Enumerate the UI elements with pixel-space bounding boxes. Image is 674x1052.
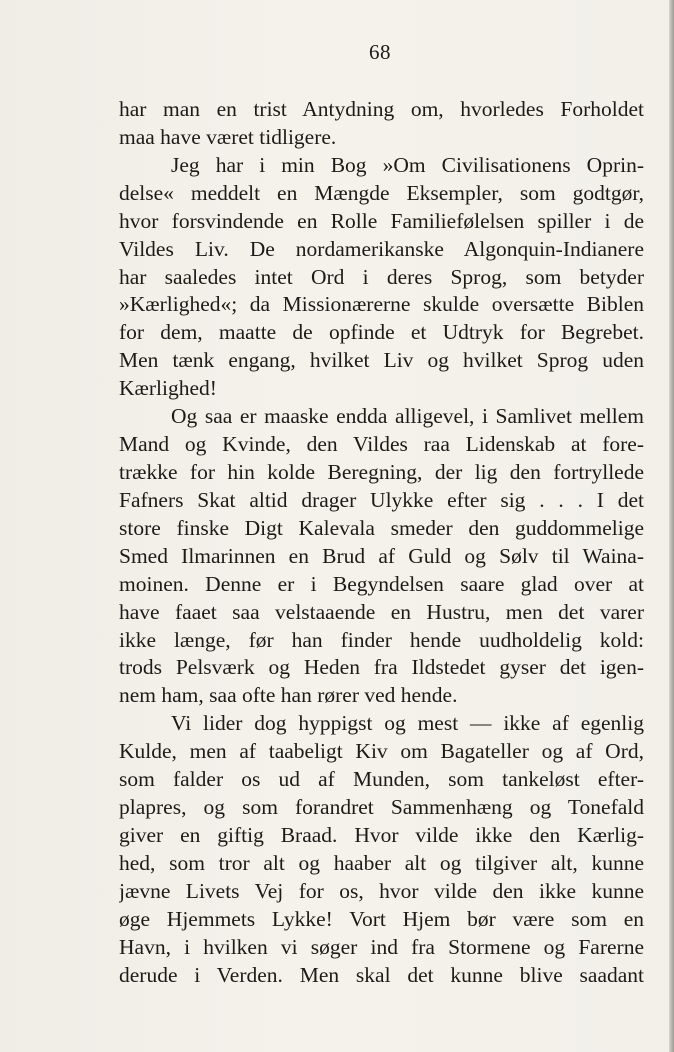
- text-line: delse« meddelt en Mængde Eksempler, som godtgør,: [119, 180, 644, 205]
- text-line: Jeg har i min Bog »Om Civilisationens Oprin-: [171, 152, 644, 177]
- text-line: nem ham, saa ofte han rører ved hende.: [119, 683, 458, 708]
- text-line: Og saa er maaske endda alligevel, i Samlivet mellem: [171, 404, 644, 429]
- text-line: plapres, og som forandret Sammenhæng og Tonefald: [119, 795, 644, 820]
- text-line: for dem, maatte de opfinde et Udtryk for Begrebet.: [119, 320, 644, 345]
- text-line: Men tænk engang, hvilket Liv og hvilket Sprog uden: [119, 348, 644, 373]
- text-line: som falder os ud af Munden, som tankeløst efter-: [119, 767, 644, 792]
- text-line: hed, som tror alt og haaber alt og tilgiver alt, kunne: [119, 850, 644, 875]
- text-line: Kulde, men af taabeligt Kiv om Bagateller og af Ord,: [119, 739, 644, 764]
- text-line: Kærlighed!: [119, 376, 217, 401]
- text-line: trods Pelsværk og Heden fra Ildstedet gyser det igen-: [119, 655, 644, 680]
- text-line: Vi lider dog hyppigst og mest — ikke af egenlig: [171, 711, 644, 736]
- text-line: øge Hjemmets Lykke! Vort Hjem bør være som en: [119, 906, 644, 931]
- text-line: moinen. Denne er i Begyndelsen saare glad over at: [119, 571, 644, 596]
- text-line: »Kærlighed«; da Missionærerne skulde oversætte Biblen: [119, 292, 644, 317]
- text-line: Mand og Kvinde, den Vildes raa Lidenskab at fore-: [119, 432, 644, 457]
- text-line: ikke længe, før han finder hende uudholdelig kold:: [119, 627, 644, 652]
- text-line: maa have været tidligere.: [119, 124, 337, 149]
- text-line: jævne Livets Vej for os, hvor vilde den ikke kunne: [119, 878, 644, 903]
- page-number: 68: [369, 40, 391, 64]
- text-line: har saaledes intet Ord i deres Sprog, som betyder: [119, 264, 644, 289]
- text-line: har man en trist Antydning om, hvorledes Forholdet: [119, 97, 644, 121]
- text-line: Vildes Liv. De nordamerikanske Algonquin-Indianere: [119, 236, 644, 261]
- text-line: have faaet saa velstaaende en Hustru, men det varer: [119, 599, 644, 624]
- text-line: giver en giftig Braad. Hvor vilde ikke den Kærlig-: [119, 822, 644, 847]
- text-line: Fafners Skat altid drager Ulykke efter sig . . . I det: [119, 487, 644, 512]
- text-line: Havn, i hvilken vi søger ind fra Stormene og Farerne: [119, 934, 644, 959]
- text-line: store finske Digt Kalevala smeder den guddommelige: [119, 515, 644, 540]
- text-line: trække for hin kolde Beregning, der lig den fortryllede: [119, 459, 644, 484]
- page-edge-shadow: [669, 0, 674, 1052]
- text-line: Smed Ilmarinnen en Brud af Guld og Sølv til Waina-: [119, 543, 644, 568]
- text-line: hvor forsvindende en Rolle Familiefølelsen spiller i de: [119, 208, 644, 233]
- text-line: derude i Verden. Men skal det kunne blive saadant: [119, 962, 644, 987]
- body-text: [119, 96, 644, 990]
